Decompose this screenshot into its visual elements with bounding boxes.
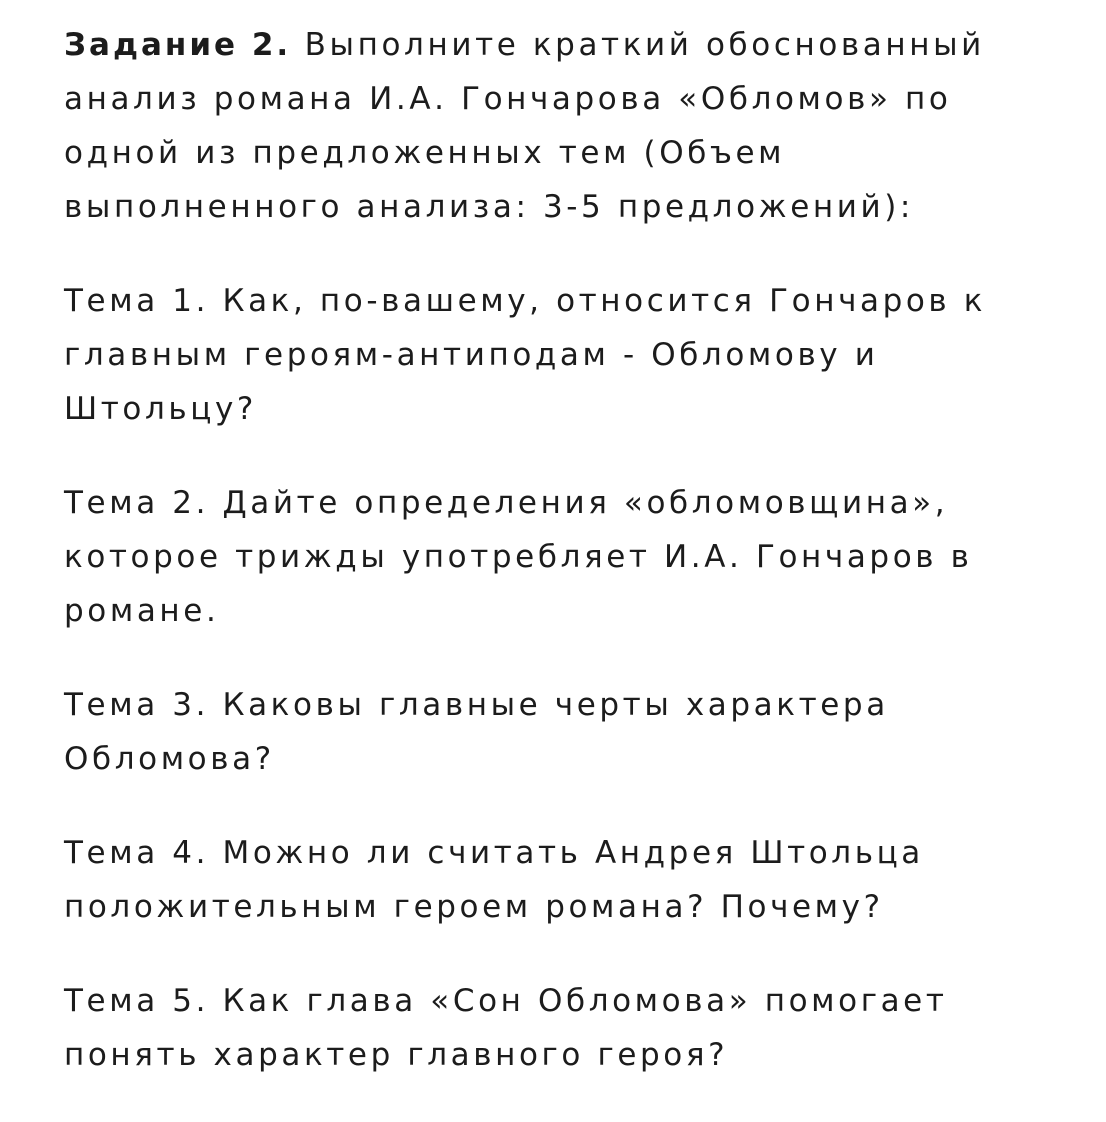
topic-line: Штольцу? [64, 391, 257, 427]
topic-line: Тема 5. Как глава «Сон Обломова» помогает [64, 983, 948, 1019]
task-line: одной из предложенных тем (Объем [64, 135, 786, 171]
task-heading: Задание 2. [64, 27, 292, 63]
topic-line: главным героям-антиподам - Обломову и [64, 337, 879, 373]
topic-line: положительным героем романа? Почему? [64, 889, 884, 925]
topic-1-paragraph [64, 274, 1064, 436]
topic-3-paragraph [64, 678, 1064, 786]
topic-2-paragraph [64, 476, 1064, 638]
topic-line: Тема 1. Как, по-вашему, относится Гончаров к [64, 283, 987, 319]
task-line: Выполните краткий обоснованный [291, 27, 985, 63]
topic-5-paragraph [64, 974, 1064, 1082]
topic-line: Обломова? [64, 741, 275, 777]
topic-line: понять характер главного героя? [64, 1037, 729, 1073]
topic-line: романе. [64, 593, 220, 629]
topic-line: Тема 4. Можно ли считать Андрея Штольца [64, 835, 924, 871]
topic-4-paragraph [64, 826, 1064, 934]
task-line: анализ романа И.А. Гончарова «Обломов» по [64, 81, 952, 117]
topic-line: Тема 2. Дайте определения «обломовщина», [64, 485, 949, 521]
topic-line: Тема 3. Каковы главные черты характера [64, 687, 889, 723]
task-line: выполненного анализа: 3-5 предложений): [64, 189, 914, 225]
topic-line: которое трижды употребляет И.А. Гончаров в [64, 539, 973, 575]
document-page [64, 18, 1064, 1082]
task-paragraph [64, 18, 1064, 234]
task-first-line [64, 18, 1064, 72]
